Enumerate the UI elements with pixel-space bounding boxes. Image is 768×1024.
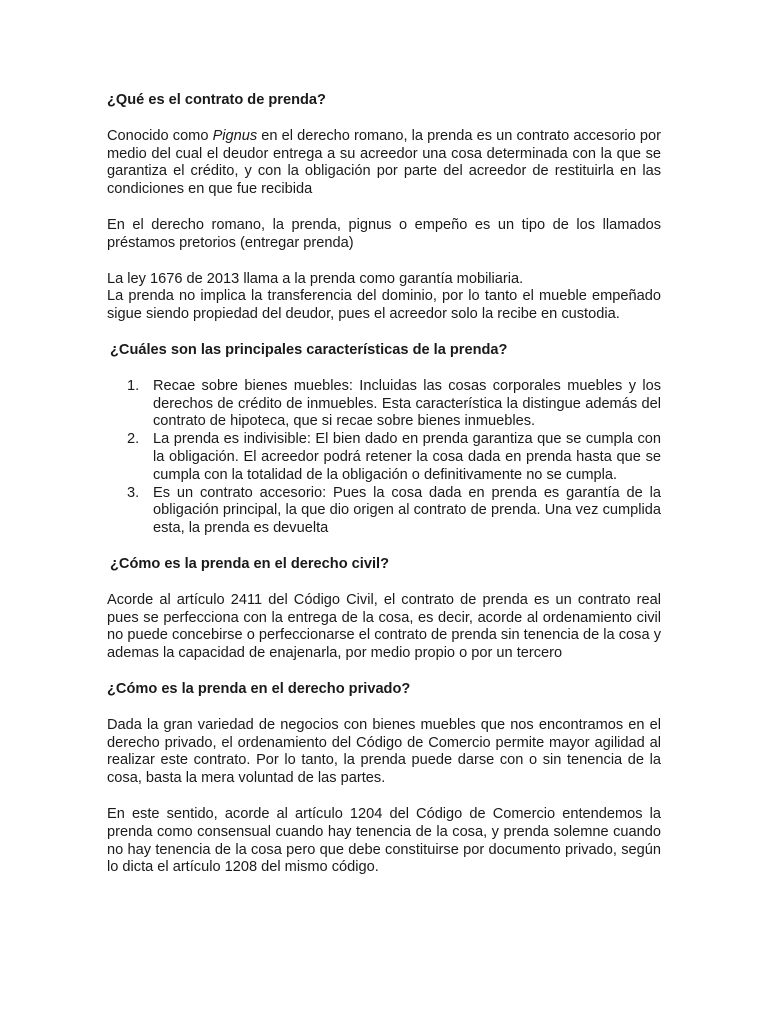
document-page [107,92,661,877]
list-item [127,484,661,538]
list-item [127,377,661,431]
paragraph-dominio: La prenda no implica la transferencia del dominio, por lo tanto el mueble empeñado sigue siendo propiedad del deudor, pues el acreedor solo la recibe en custodia. [107,288,661,323]
term-pignus: Pignus [212,127,258,144]
paragraph-derecho-romano: En el derecho romano, la prenda, pignus o empeño es un tipo de los llamados préstamos pretorios (entregar prenda) [107,216,661,251]
list-item-number: 3. [127,484,140,501]
paragraph-pignus [107,128,661,199]
heading-que-es: ¿Qué es el contrato de prenda? [107,92,326,108]
list-item-text: Es un contrato accesorio: Pues la cosa dada en prenda es garantía de la obligación principal, la que dio origen al contrato de prenda. Una vez cumplida esta, la prenda es devuelta [153,484,661,537]
paragraph-articulo-1204: En este sentido, acorde al artículo 1204 del Código de Comercio entendemos la prenda como consensual cuando hay tenencia de la cosa, y prenda solemne cuando no hay tenencia de la cosa pero que debe constituirse por documento privado, según lo dicta el artículo 1208 del mismo código. [107,805,661,876]
features-list [107,378,661,538]
heading-derecho-privado: ¿Cómo es la prenda en el derecho privado? [107,680,411,697]
paragraph-ley-1676: La ley 1676 de 2013 llama a la prenda como garantía mobiliaria. [107,270,524,287]
list-item [127,431,661,484]
paragraph-codigo-comercio: Dada la gran variedad de negocios con bienes muebles que nos encontramos en el derecho privado, el ordenamiento del Código de Comercio permite mayor agilidad al realizar este contrato. Por lo tanto, la prenda puede darse con o sin tenencia de la cosa, basta la mera voluntad de las partes. [107,716,661,787]
list-item-number: 1. [127,377,140,394]
paragraph-pignus-start: Conocido como [107,127,213,144]
list-item-text: La prenda es indivisible: El bien dado en prenda garantiza que se cumpla con la obligación. El acreedor podrá retener la cosa dada en prenda hasta que se cumpla con la totalidad de la obligación o definitivamente no se cumpla. [153,431,661,483]
list-item-text: Recae sobre bienes muebles: Incluidas las cosas corporales muebles y los derechos de crédito de inmuebles. Esta característica la distingue además del contrato de hipoteca, que si recae sobre bienes inmuebles. [153,377,661,430]
list-item-number: 2. [127,431,140,448]
paragraph-pignus-rest: en el derecho romano, la prenda es un contrato accesorio por medio del cual el deudor entrega a su acreedor una cosa determinada con la que se garantiza el crédito, y con la obligación por parte del acreedor de restituirla en las condiciones en que fue recibida [107,127,661,198]
heading-caracteristicas: ¿Cuáles son las principales características de la prenda? [110,341,508,358]
heading-derecho-civil: ¿Cómo es la prenda en el derecho civil? [110,555,389,572]
paragraph-codigo-civil: Acorde al artículo 2411 del Código Civil, el contrato de prenda es un contrato real pues se perfecciona con la entrega de la cosa, es decir, acorde al ordenamiento civil no puede concebirse o perfeccionarse el contrato de prenda sin tenencia de la cosa y ademas la capacidad de enajenarla, por medio propio o por un tercero [107,591,661,662]
